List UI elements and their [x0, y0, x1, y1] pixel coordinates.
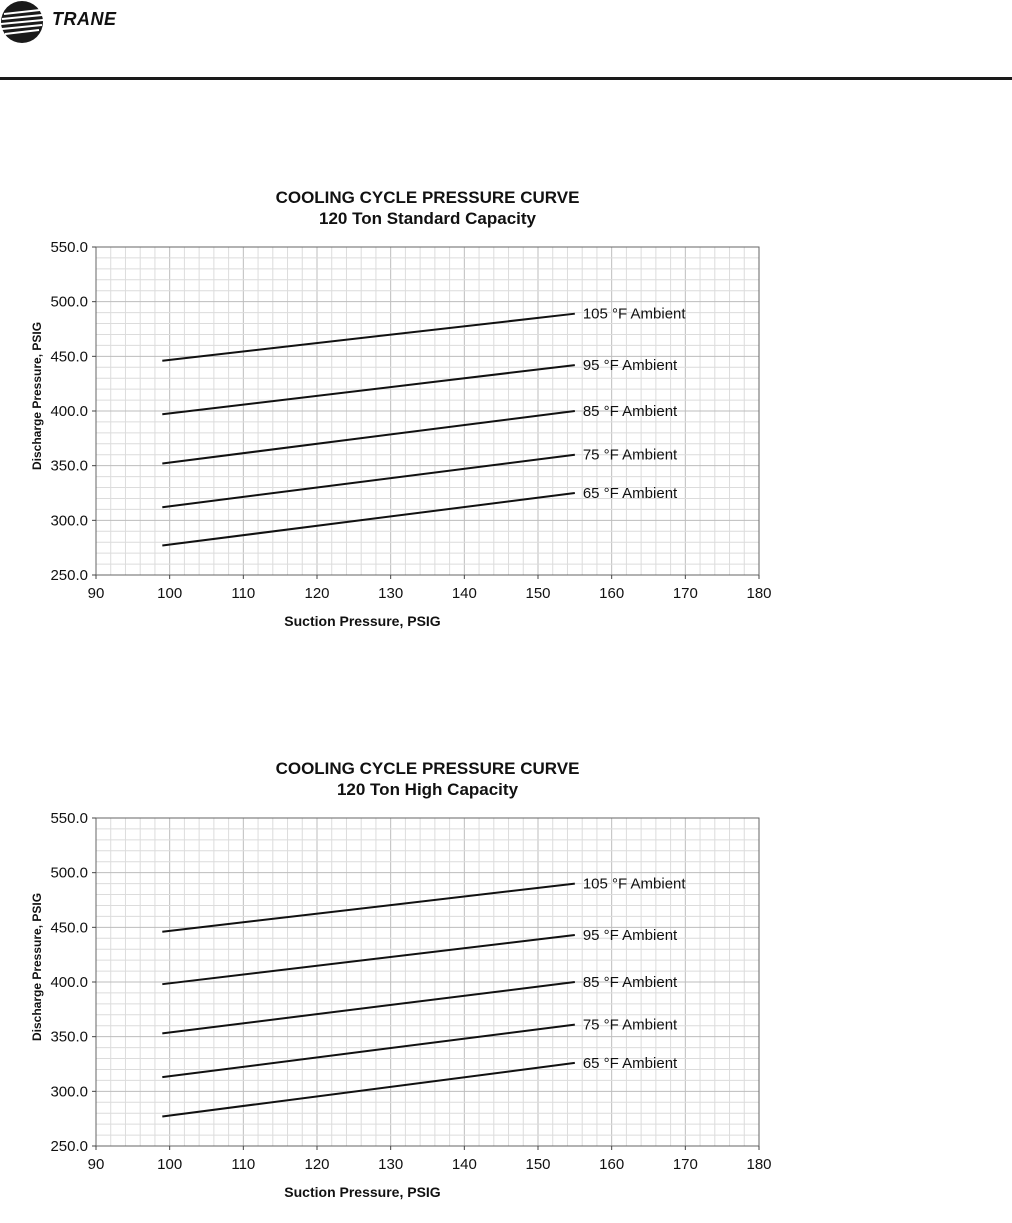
x-tick-label: 130 [378, 585, 404, 602]
x-tick-label: 120 [304, 1156, 330, 1173]
x-tick-label: 140 [451, 585, 477, 602]
y-tick-label: 250.0 [50, 567, 88, 584]
x-tick-label: 110 [231, 1156, 256, 1173]
x-tick-label: 130 [378, 1156, 404, 1173]
series-label: 75 °F Ambient [582, 1016, 678, 1034]
series-label: 85 °F Ambient [582, 403, 678, 420]
brand-name: TRANE [52, 9, 117, 29]
x-tick-label: 170 [672, 1156, 698, 1173]
header-rule [0, 77, 1012, 80]
series-label: 85 °F Ambient [582, 974, 678, 991]
x-axis-label: Suction Pressure, PSIG [284, 1184, 441, 1200]
x-tick-label: 110 [231, 585, 256, 602]
series-label: 105 °F Ambient [582, 875, 686, 893]
series-label: 105 °F Ambient [582, 305, 686, 323]
x-axis-label: Suction Pressure, PSIG [284, 613, 441, 629]
y-tick-label: 400.0 [50, 403, 88, 420]
chart-title: COOLING CYCLE PRESSURE CURVE [275, 188, 580, 207]
chart-svg [0, 741, 1012, 1211]
y-tick-label: 350.0 [50, 1028, 88, 1046]
y-tick-label: 550.0 [50, 810, 88, 827]
trane-globe-logo-icon [0, 0, 48, 44]
y-tick-label: 400.0 [50, 974, 88, 991]
y-tick-label: 250.0 [50, 1138, 88, 1155]
series-label: 65 °F Ambient [582, 485, 678, 502]
x-tick-label: 160 [599, 585, 625, 602]
x-tick-label: 90 [87, 585, 105, 602]
chart-high-capacity [0, 741, 1012, 1211]
y-axis-label: Discharge Pressure, PSIG [30, 892, 44, 1042]
x-tick-label: 140 [451, 1156, 477, 1173]
y-tick-label: 500.0 [50, 864, 88, 882]
chart-svg [0, 170, 1012, 640]
x-tick-label: 90 [87, 1156, 105, 1173]
y-tick-label: 300.0 [50, 1083, 88, 1101]
y-tick-label: 500.0 [50, 293, 88, 311]
series-label: 65 °F Ambient [582, 1054, 678, 1072]
chart-subtitle: 120 Ton High Capacity [336, 780, 519, 799]
series-label: 95 °F Ambient [582, 357, 678, 375]
series-label: 75 °F Ambient [582, 446, 678, 464]
y-tick-label: 350.0 [50, 457, 88, 475]
y-tick-label: 300.0 [50, 512, 88, 530]
chart-standard-capacity [0, 170, 1012, 640]
x-tick-label: 150 [525, 585, 551, 602]
page-header [0, 0, 1012, 82]
chart-subtitle: 120 Ton Standard Capacity [319, 209, 536, 228]
x-tick-label: 160 [599, 1156, 625, 1173]
x-tick-label: 180 [746, 585, 772, 602]
y-tick-label: 450.0 [50, 348, 88, 366]
x-tick-label: 180 [746, 1156, 772, 1173]
y-tick-label: 550.0 [50, 239, 88, 256]
y-axis-label: Discharge Pressure, PSIG [30, 321, 44, 471]
x-tick-label: 150 [525, 1156, 551, 1173]
y-tick-label: 450.0 [50, 919, 88, 937]
chart-title: COOLING CYCLE PRESSURE CURVE [275, 759, 580, 778]
x-tick-label: 120 [304, 585, 330, 602]
x-tick-label: 170 [672, 585, 698, 602]
x-tick-label: 100 [157, 585, 183, 602]
series-label: 95 °F Ambient [582, 926, 678, 944]
x-tick-label: 100 [157, 1156, 183, 1173]
